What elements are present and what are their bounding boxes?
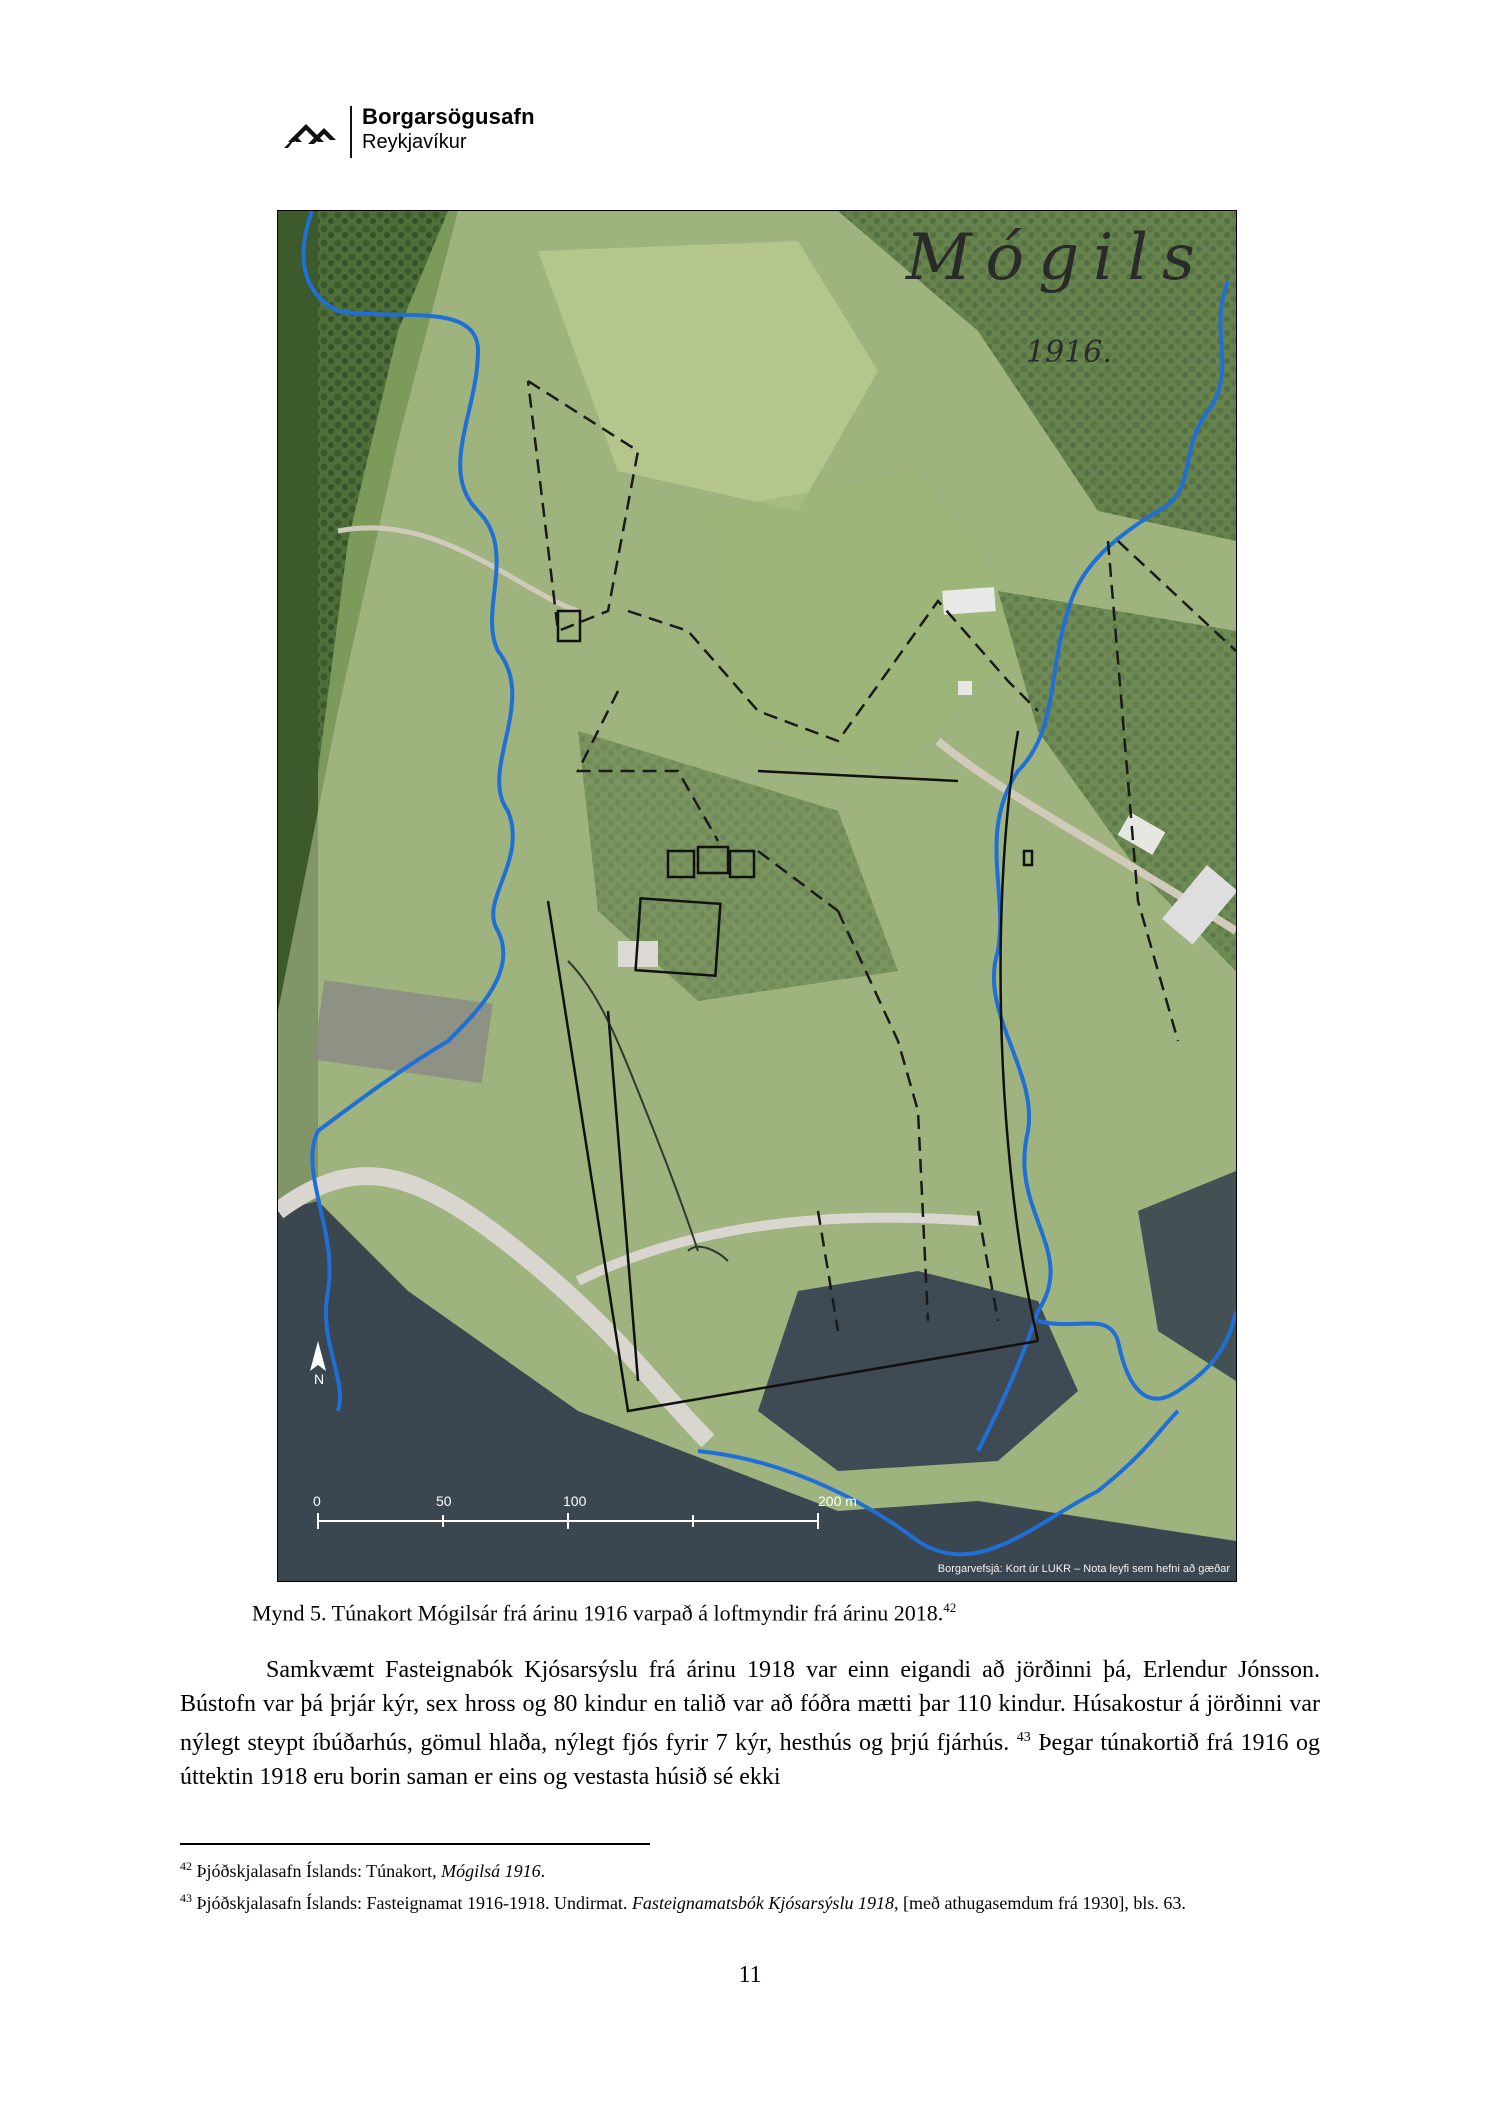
caption-footnote-ref[interactable]: 42 [943,1600,957,1615]
footnote-after: , [með athugasemdum frá 1930], bls. 63. [893,1893,1186,1913]
footnote-ref-43[interactable]: 43 [1016,1730,1031,1745]
map-title: Mógils [906,221,1209,295]
scale-label-100: 100 [563,1493,587,1509]
body-text [180,1654,1320,1794]
footnote-42 [180,1853,1320,1885]
figure-caption [252,1600,956,1626]
logo-divider [350,106,352,158]
footnote-43 [180,1885,1320,1917]
map-attribution: Borgarvefsjá: Kort úr LUKR – Nota leyfi sem hefni að gæðar [937,1563,1230,1575]
page-number: 11 [738,1962,762,1988]
scale-label-200: 200 m [818,1493,857,1509]
logo-subname: Reykjavíkur [362,131,467,153]
scale-label-0: 0 [313,1493,321,1509]
body-paragraph [180,1654,1320,1794]
north-label: N [314,1371,325,1387]
footnote-italic: Fasteignamatsbók Kjósarsýslu 1918 [631,1893,894,1913]
paragraph-continuation: Þegar túnakortið frá 1916 og úttektin 1918 eru borin saman er eins og vestasta húsið sé ekki [180,1730,1320,1790]
scale-label-50: 50 [436,1493,452,1509]
footnote-number: 42 [180,1859,192,1873]
footnote-after: . [540,1861,546,1881]
aerial-map-image [278,211,1236,1581]
aerial-map-figure [277,210,1237,1582]
map-year: 1916. [1026,335,1112,370]
footnote-number: 43 [180,1891,192,1905]
logo-name: Borgarsögusafn [362,104,535,129]
footnotes [180,1853,1320,1917]
footnote-separator [180,1843,650,1845]
paragraph-text: Samkvæmt Fasteignabók Kjósarsýslu frá árinu 1918 var einn eigandi að jörðinni þá, Erlendur Jónsson. Bústofn var þá þrjár kýr, sex hross og 80 kindur en talið var að fóðra mætti þar 110 kindur. Húsakostur á jörðinni var nýlegt steypt íbúðarhús, gömul hlaða, nýlegt fjós fyrir 7 kýr, hesthús og þrjú fjárhús. [180,1657,1320,1756]
footnote-italic: Mógilsá 1916 [441,1861,541,1881]
logo-mark-icon [282,108,342,156]
museum-logo [282,104,582,160]
footnote-text: Þjóðskjalasafn Íslands: Fasteignamat 1916-1918. Undirmat. [196,1893,632,1913]
footnote-text: Þjóðskjalasafn Íslands: Túnakort, [196,1861,442,1881]
caption-text: Mynd 5. Túnakort Mógilsár frá árinu 1916 varpað á loftmyndir frá árinu 2018. [252,1600,944,1626]
